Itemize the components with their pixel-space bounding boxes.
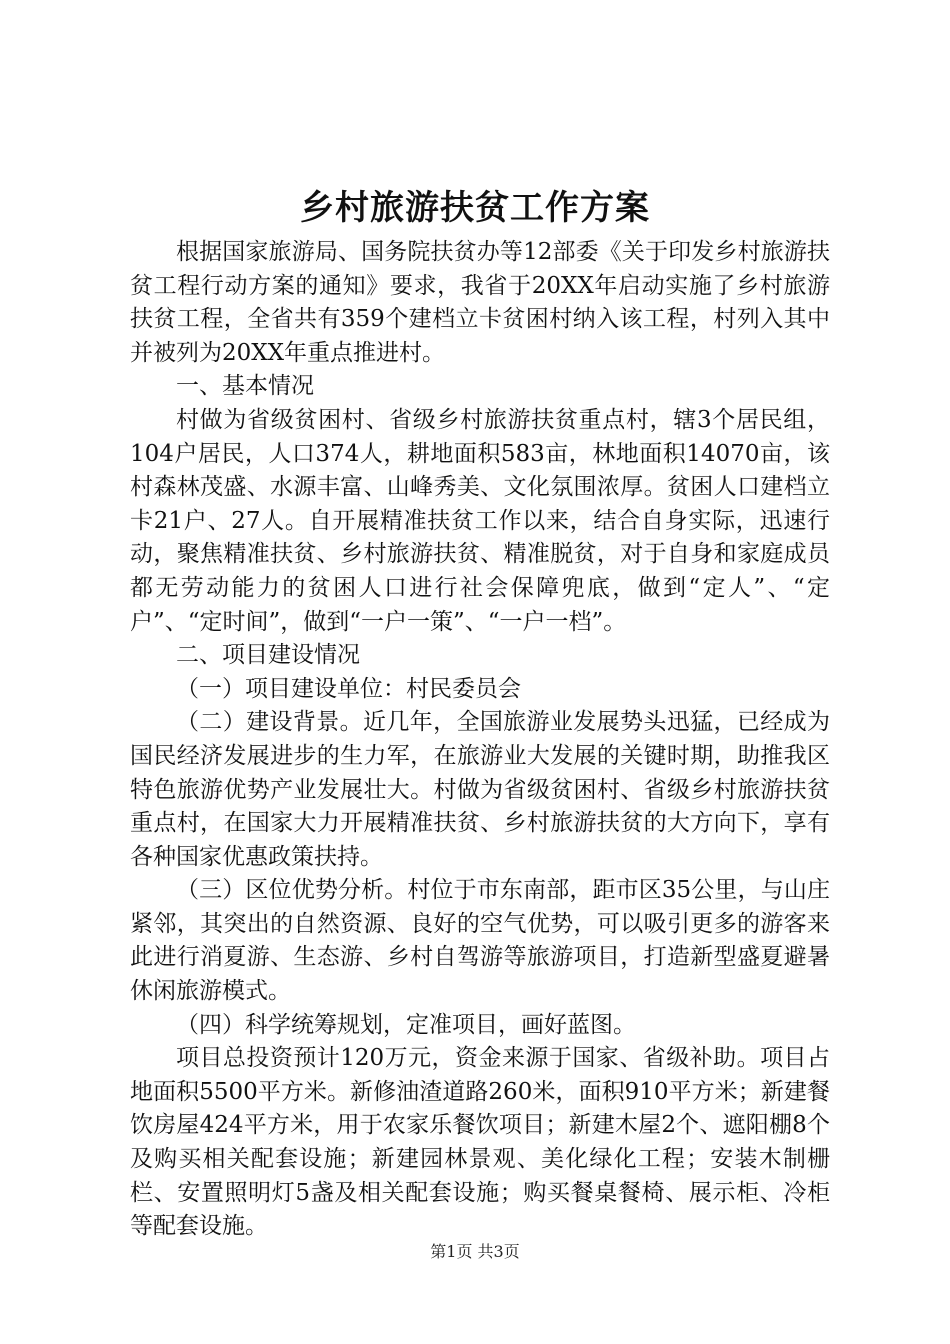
paragraph-location: （三）区位优势分析。村位于市东南部，距市区35公里，与山庄紧邻，其突出的自然资源、良好的空气优势，可以吸引更多的游客来此进行消夏游、生态游、乡村自驾游等旅游项目，打造新型盛夏避暑休闲旅游模式。 (130, 877, 830, 1005)
paragraph-planning: （四）科学统筹规划，定准项目，画好蓝图。 (176, 1011, 636, 1038)
paragraph-basic-info: 村做为省级贫困村、省级乡村旅游扶贫重点村，辖3个居民组，104户居民，人口374人，耕地面积583亩，林地面积14070亩，该村森林茂盛、水源丰富、山峰秀美、文化氛围浓厚。贫困人口建档立卡21户、27人。自开展精准扶贫工作以来，结合自身实际，迅速行动，聚焦精准扶贫、乡村旅游扶贫、精准脱贫，对于自身和家庭成员都无劳动能力的贫困人口进行社会保障兜底，做到“定人”、“定户”、“定时间”，做到“一户一策”、“一户一档”。 (130, 406, 830, 635)
page-number-footer: 第1页 共3页 (430, 1242, 520, 1261)
document-title: 乡村旅游扶贫工作方案 (300, 188, 650, 228)
paragraph-project-unit: （一）项目建设单位：村民委员会 (176, 675, 521, 702)
paragraph-intro: 根据国家旅游局、国务院扶贫办等12部委《关于印发乡村旅游扶贫工程行动方案的通知》要求，我省于20XX年启动实施了乡村旅游扶贫工程，全省共有359个建档立卡贫困村纳入该工程，村列入其中并被列为20XX年重点推进村。 (130, 239, 830, 366)
document-body (130, 236, 830, 1244)
section-heading-project: 二、项目建设情况 (176, 642, 360, 669)
section-heading-basic-info: 一、基本情况 (176, 373, 314, 400)
paragraph-investment: 项目总投资预计120万元，资金来源于国家、省级补助。项目占地面积5500平方米。新修油渣道路260米，面积910平方米；新建餐饮房屋424平方米，用于农家乐餐饮项目；新建木屋2个、遮阳棚8个及购买相关配套设施；新建园林景观、美化绿化工程；安装木制栅栏、安置照明灯5盏及相关配套设施；购买餐桌餐椅、展示柜、冷柜等配套设施。 (130, 1045, 830, 1240)
paragraph-background: （二）建设背景。近几年，全国旅游业发展势头迅猛，已经成为国民经济发展进步的生力军，在旅游业大发展的关键时期，助推我区特色旅游优势产业发展壮大。村做为省级贫困村、省级乡村旅游扶贫重点村，在国家大力开展精准扶贫、乡村旅游扶贫的大方向下，享有各种国家优惠政策扶持。 (130, 709, 830, 870)
